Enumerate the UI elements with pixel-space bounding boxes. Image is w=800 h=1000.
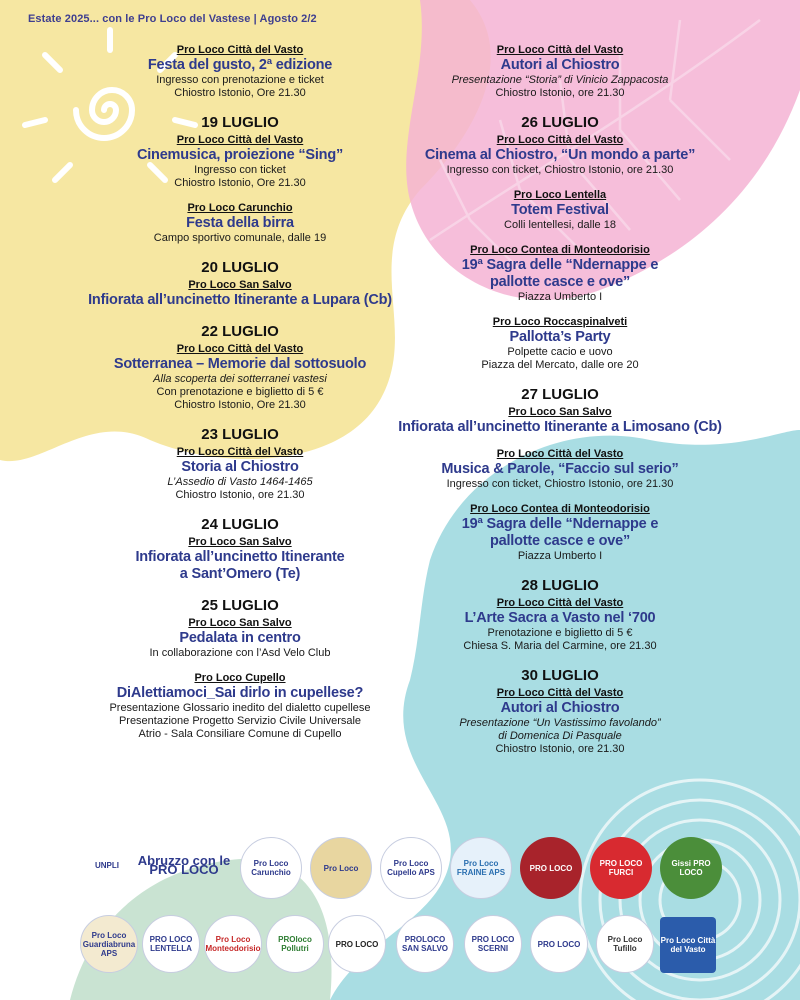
event-date: 30 LUGLIO xyxy=(521,667,599,684)
event-detail: Chiostro Istonio, Ore 21.30 xyxy=(174,177,306,189)
event-organizer: Pro Loco Città del Vasto xyxy=(496,597,624,609)
logo-tufillo: Pro Loco Tufillo xyxy=(596,915,654,973)
event-item xyxy=(370,44,750,100)
event-detail: Chiostro Istonio, Ore 21.30 xyxy=(174,87,306,99)
event-detail: Ingresso con prenotazione e ticket xyxy=(156,74,324,86)
event-organizer: Pro Loco Città del Vasto xyxy=(176,446,304,458)
event-title: 19ª Sagra delle “Ndernappe e xyxy=(461,257,659,273)
event-detail: Con prenotazione e biglietto di 5 € xyxy=(156,386,324,398)
logo-proloco-castle: Pro Loco xyxy=(310,837,372,899)
event-organizer: Pro Loco Città del Vasto xyxy=(176,343,304,355)
event-organizer: Pro Loco Contea di Monteodorisio xyxy=(470,503,650,515)
event-detail: Ingresso con ticket, Chiostro Istonio, ore 21.30 xyxy=(446,164,674,176)
logo-cupello: Pro Loco Cupello APS xyxy=(380,837,442,899)
event-detail: Presentazione Progetto Servizio Civile Universale xyxy=(118,715,362,727)
logo-carunchio: Pro Loco Carunchio xyxy=(240,837,302,899)
logo-scerni: PRO LOCO SCERNI xyxy=(464,915,522,973)
event-date: 24 LUGLIO xyxy=(201,516,279,533)
event-title: Autori al Chiostro xyxy=(500,700,620,716)
event-organizer: Pro Loco Città del Vasto xyxy=(176,134,304,146)
event-detail: Piazza Umberto I xyxy=(517,550,603,562)
event-date: 26 LUGLIO xyxy=(521,114,599,131)
event-organizer: Pro Loco San Salvo xyxy=(508,406,612,418)
logo-fraine: Pro Loco FRAINE APS xyxy=(450,837,512,899)
event-item xyxy=(370,687,750,756)
event-title: Festa del gusto, 2ª edizione xyxy=(147,57,333,73)
logo-guardiabruna: Pro Loco Guardiabruna APS xyxy=(80,915,138,973)
event-date: 25 LUGLIO xyxy=(201,597,279,614)
event-organizer: Pro Loco Cupello xyxy=(194,672,286,684)
event-item xyxy=(370,134,750,177)
event-title: pallotte casce e ove” xyxy=(489,274,631,290)
event-organizer: Pro Loco Città del Vasto xyxy=(496,687,624,699)
event-detail: L’Assedio di Vasto 1464-1465 xyxy=(167,476,313,488)
logo-proloco-mountain: PRO LOCO xyxy=(328,915,386,973)
logo-citta-del-vasto: Pro Loco Città del Vasto xyxy=(660,917,716,973)
event-title: 19ª Sagra delle “Ndernappe e xyxy=(461,516,659,532)
event-item xyxy=(370,503,750,563)
logo-proloco-red: PRO LOCO xyxy=(520,837,582,899)
event-detail: Chiostro Istonio, ore 21.30 xyxy=(175,489,305,501)
logo-unpli: UNPLI xyxy=(95,860,119,870)
event-detail: Piazza del Mercato, dalle ore 20 xyxy=(481,359,639,371)
logo-pollutri: PROloco Pollutri xyxy=(266,915,324,973)
event-title: Totem Festival xyxy=(511,202,609,218)
event-item xyxy=(370,448,750,491)
event-detail: Presentazione “Un Vastissimo favolando” xyxy=(459,717,661,729)
event-organizer: Pro Loco San Salvo xyxy=(188,279,292,291)
event-date: 20 LUGLIO xyxy=(201,259,279,276)
event-organizer: Pro Loco Carunchio xyxy=(187,202,293,214)
event-detail: Chiostro Istonio, ore 21.30 xyxy=(495,87,625,99)
event-organizer: Pro Loco Lentella xyxy=(513,189,607,201)
event-title: Infiorata all’uncinetto Itinerante xyxy=(135,549,345,565)
event-title: Festa della birra xyxy=(186,215,294,231)
event-title: Infiorata all’uncinetto Itinerante a Limosano (Cb) xyxy=(398,419,722,435)
event-organizer: Pro Loco Roccaspinalveti xyxy=(492,316,628,328)
event-detail: Prenotazione e biglietto di 5 € xyxy=(487,627,633,639)
event-title: Sotterranea – Memorie dal sottosuolo xyxy=(113,356,367,372)
event-title: Cinemusica, proiezione “Sing” xyxy=(136,147,344,163)
event-detail: Alla scoperta dei sotterranei vastesi xyxy=(153,373,327,385)
event-detail: Ingresso con ticket, Chiostro Istonio, ore 21.30 xyxy=(446,478,674,490)
event-organizer: Pro Loco Contea di Monteodorisio xyxy=(470,244,650,256)
event-title: Autori al Chiostro xyxy=(500,57,620,73)
event-organizer: Pro Loco Città del Vasto xyxy=(176,44,304,56)
sponsor-logos xyxy=(0,835,800,1000)
event-date: 22 LUGLIO xyxy=(201,323,279,340)
event-item xyxy=(370,189,750,232)
event-organizer: Pro Loco San Salvo xyxy=(188,536,292,548)
event-detail: Chiostro Istonio, Ore 21.30 xyxy=(174,399,306,411)
event-organizer: Pro Loco Città del Vasto xyxy=(496,448,624,460)
event-title: a Sant’Omero (Te) xyxy=(179,566,301,582)
event-detail: di Domenica Di Pasquale xyxy=(498,730,622,742)
logo-monteodorisio: Pro Loco Monteodorisio xyxy=(204,915,262,973)
event-date: 19 LUGLIO xyxy=(201,114,279,131)
logo-gissi: Gissi PRO LOCO xyxy=(660,837,722,899)
event-date: 28 LUGLIO xyxy=(521,577,599,594)
event-item xyxy=(370,597,750,653)
event-detail: Presentazione Glossario inedito del dialetto cupellese xyxy=(109,702,371,714)
page-header: Estate 2025... con le Pro Loco del Vastese | Agosto 2/2 xyxy=(28,13,317,25)
event-detail: Chiostro Istonio, ore 21.30 xyxy=(495,743,625,755)
event-detail: Presentazione “Storia” di Vinicio Zappacosta xyxy=(451,74,669,86)
event-detail: Ingresso con ticket xyxy=(194,164,286,176)
event-date: 27 LUGLIO xyxy=(521,386,599,403)
logo-furci: PRO LOCO FURCI xyxy=(590,837,652,899)
event-title: pallotte casce e ove” xyxy=(489,533,631,549)
event-detail: Polpette cacio e uovo xyxy=(507,346,613,358)
event-title: Musica & Parole, “Faccio sul serio” xyxy=(441,461,679,477)
event-detail: Chiesa S. Maria del Carmine, ore 21.30 xyxy=(463,640,657,652)
event-detail: Colli lentellesi, dalle 18 xyxy=(504,219,616,231)
event-item xyxy=(370,316,750,372)
event-item xyxy=(370,406,750,436)
logo-san-salvo: PROLOCO SAN SALVO xyxy=(396,915,454,973)
event-title: Pedalata in centro xyxy=(179,630,301,646)
event-detail: Campo sportivo comunale, dalle 19 xyxy=(153,232,327,244)
event-title: Pallotta’s Party xyxy=(509,329,611,345)
event-organizer: Pro Loco San Salvo xyxy=(188,617,292,629)
event-title: Infiorata all’uncinetto Itinerante a Lupara (Cb) xyxy=(88,292,392,308)
event-detail: Atrio - Sala Consiliare Comune di Cupello xyxy=(138,728,342,740)
event-item xyxy=(370,244,750,304)
logo-proloco-plain: PRO LOCO xyxy=(530,915,588,973)
event-date: 23 LUGLIO xyxy=(201,426,279,443)
right-column xyxy=(370,44,750,768)
event-organizer: Pro Loco Città del Vasto xyxy=(496,44,624,56)
event-detail: Piazza Umberto I xyxy=(517,291,603,303)
event-title: DiAlettiamoci_Sai dirlo in cupellese? xyxy=(116,685,364,701)
event-title: L’Arte Sacra a Vasto nel ‘700 xyxy=(464,610,656,626)
event-organizer: Pro Loco Città del Vasto xyxy=(496,134,624,146)
logo-lentella: PRO LOCO LENTELLA xyxy=(142,915,200,973)
event-title: Storia al Chiostro xyxy=(181,459,299,475)
event-title: Cinema al Chiostro, “Un mondo a parte” xyxy=(424,147,696,163)
event-detail: In collaborazione con l’Asd Velo Club xyxy=(149,647,331,659)
logo-abruzzo-proloco: Abruzzo con le PRO LOCO xyxy=(137,853,231,877)
